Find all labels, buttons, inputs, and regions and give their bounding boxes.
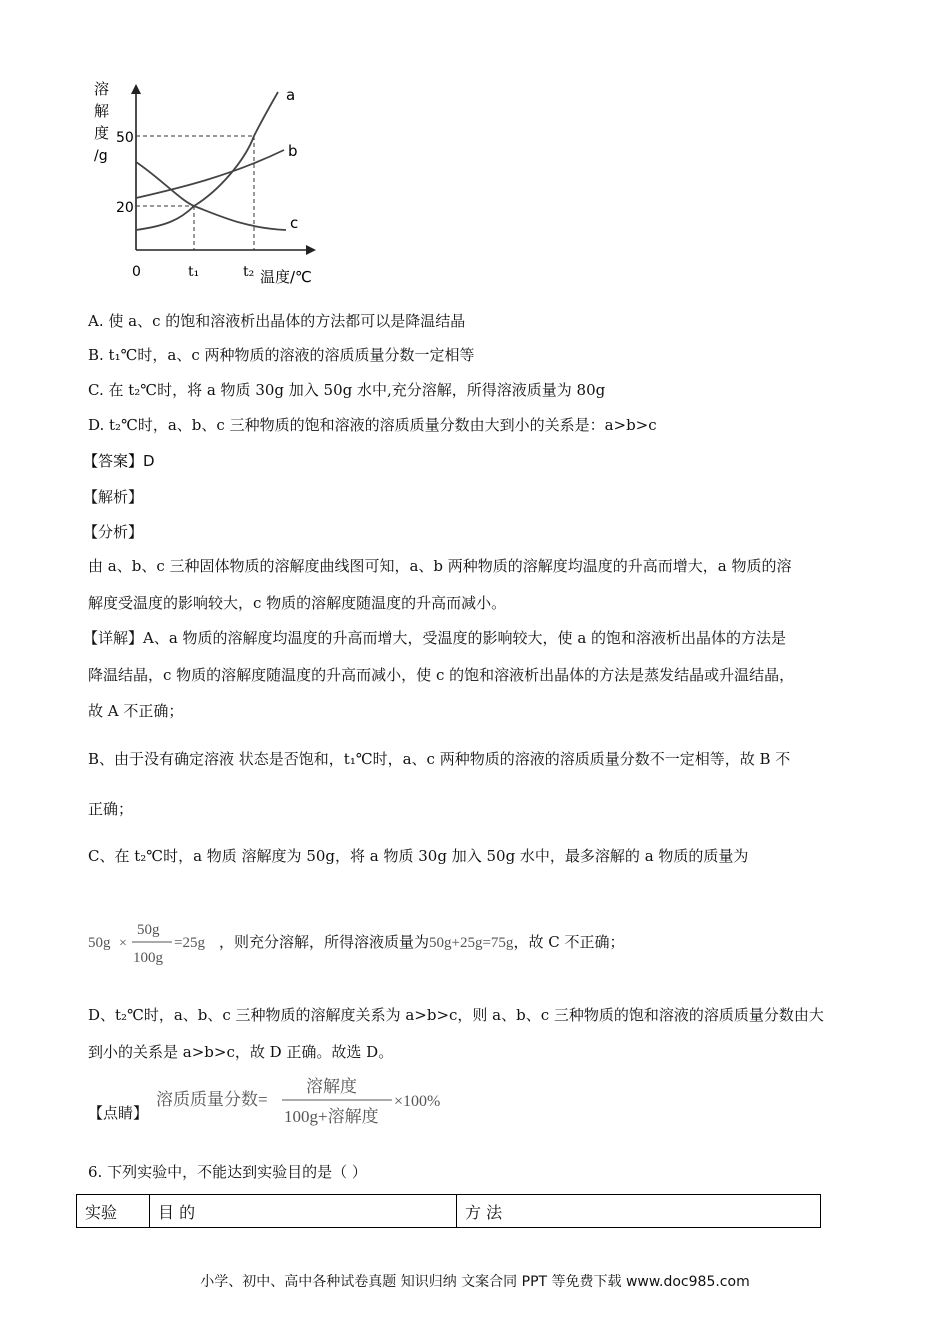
tick-20: 20 — [116, 200, 134, 216]
curve-label-c: c — [290, 214, 299, 232]
tick-origin: 0 — [132, 264, 141, 280]
dianjing-line — [88, 1074, 888, 1130]
fenxi-text-1: 由 a、b、c 三种固体物质的溶解度曲线图可知，a、b 两种物质的溶解度均温度的升高而增大，a 物质的溶 — [88, 557, 792, 575]
detail-b-line-2: 正确； — [88, 800, 134, 818]
solubility-graph — [80, 78, 330, 290]
option-d: D. t₂℃时，a、b、c 三种物质的饱和溶液的溶质质量分数由大到小的关系是：a>b>c — [88, 416, 657, 434]
detail-d-line-2: 到小的关系是 a>b>c，故 D 正确。故选 D。 — [88, 1043, 394, 1061]
formula-1-num: 50g — [137, 922, 160, 938]
formula-1-den: 100g — [133, 950, 163, 966]
page-footer: 小学、初中、高中各种试卷真题 知识归纳 文案合同 PPT 等免费下载 www.doc985.com — [200, 1274, 750, 1290]
analysis-label: 【解析】 — [83, 488, 144, 506]
detail-b-line-1: B、由于没有确定溶液 状态是否饱和，t₁℃时，a、c 两种物质的溶液的溶质质量分数不一定相等，故 B 不 — [88, 750, 791, 768]
formula-2: 50g+25g=75g — [429, 935, 514, 951]
table-header-method: 方 法 — [457, 1195, 821, 1228]
detail-a-line-2: 降温结晶，c 物质的溶解度随温度的升高而减小，使 c 的饱和溶液析出晶体的方法是蒸发结晶或升温结晶， — [88, 666, 795, 684]
question-6: 6. 下列实验中，不能达到实验目的是（ ） — [88, 1163, 367, 1181]
fenxi-text-2: 解度受温度的影响较大，c 物质的溶解度随温度的升高而减小。 — [88, 594, 507, 612]
formula-3-den: 100g+溶解度 — [284, 1107, 379, 1126]
detail-c-text-3: ，故 C 不正确； — [513, 933, 625, 951]
graph-ylabel-4: /g — [94, 148, 108, 164]
table-header-row — [77, 1195, 821, 1228]
detail-a-text-1: A、a 物质的溶解度均温度的升高而增大，受温度的影响较大，使 a 的饱和溶液析出晶体的方法是 — [143, 629, 787, 647]
table-header-purpose: 目 的 — [150, 1195, 457, 1228]
tick-t2: t₂ — [243, 264, 255, 280]
formula-3-num: 溶解度 — [306, 1077, 357, 1096]
formula-3 — [156, 1074, 456, 1130]
formula-1-times: × — [119, 936, 127, 951]
curve-label-b: b — [288, 142, 298, 160]
formula-1-result: =25g — [174, 935, 205, 951]
tick-t1: t₁ — [188, 264, 200, 280]
dianjing-label: 【点睛】 — [88, 1104, 149, 1122]
detail-c-text-2: ，则充分溶解，所得溶液质量为 — [219, 933, 430, 951]
curve-b — [136, 150, 284, 198]
option-c: C. 在 t₂℃时，将 a 物质 30g 加入 50g 水中,充分溶解，所得溶液质量为 80g — [88, 381, 606, 399]
answer-value: D — [143, 452, 155, 470]
detail-c-text-2-wrap — [219, 931, 624, 952]
option-a: A. 使 a、c 的饱和溶液析出晶体的方法都可以是降温结晶 — [88, 312, 466, 330]
answer-label: 【答案】 — [83, 452, 144, 470]
curve-a — [136, 92, 278, 230]
table-header-experiment: 实验 — [77, 1195, 150, 1228]
question-6-table — [76, 1194, 821, 1228]
curve-c — [136, 162, 286, 230]
detail-a-line-3: 故 A 不正确； — [88, 702, 184, 720]
graph-ylabel-2: 解 — [94, 102, 110, 120]
y-axis-arrow — [131, 84, 141, 94]
formula-1 — [88, 916, 223, 972]
graph-ylabel-3: 度 — [94, 124, 110, 142]
formula-3-tail: ×100% — [394, 1093, 441, 1110]
detail-d-line-1: D、t₂℃时，a、b、c 三种物质的溶解度关系为 a>b>c，则 a、b、c 三种物质的饱和溶液的溶质质量分数由大 — [88, 1006, 824, 1024]
x-axis-arrow — [306, 245, 316, 255]
answer-line — [83, 450, 155, 472]
detail-c-line-1: C、在 t₂℃时，a 物质 溶解度为 50g，将 a 物质 30g 加入 50g 水中，最多溶解的 a 物质的质量为 — [88, 847, 749, 865]
detail-c-formula-line — [88, 916, 888, 972]
formula-3-lead: 溶质质量分数= — [156, 1090, 268, 1109]
detail-label: 【详解】 — [83, 629, 144, 647]
option-b: B. t₁℃时，a、c 两种物质的溶液的溶质质量分数一定相等 — [88, 346, 475, 364]
detail-a-line-1 — [83, 627, 786, 649]
graph-xlabel: 温度/℃ — [260, 268, 312, 286]
formula-1-lead: 50g — [88, 935, 111, 951]
curve-label-a: a — [286, 86, 296, 104]
graph-ylabel-1: 溶 — [94, 80, 110, 98]
tick-50: 50 — [116, 130, 134, 146]
fenxi-label: 【分析】 — [83, 523, 144, 541]
